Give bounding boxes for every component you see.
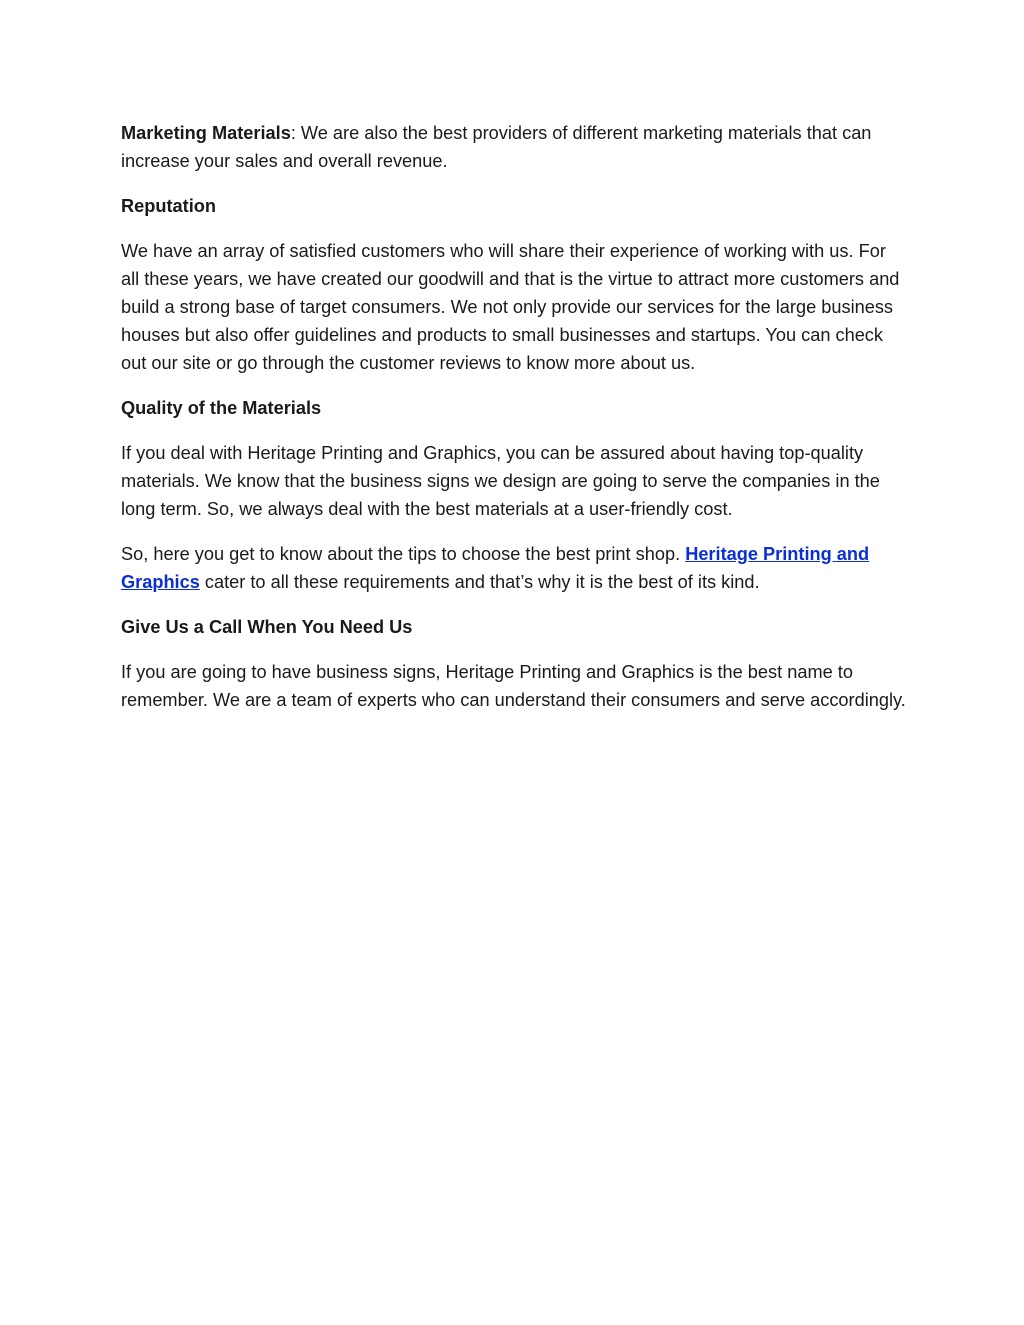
call-heading: Give Us a Call When You Need Us bbox=[121, 617, 413, 637]
marketing-text: : We are also the best providers of different marketing materials that can increase your sales and overall revenue. bbox=[121, 123, 872, 171]
quality-heading: Quality of the Materials bbox=[121, 398, 322, 418]
marketing-lead: Marketing Materials bbox=[121, 123, 291, 143]
document-page bbox=[121, 119, 906, 731]
marketing-paragraph bbox=[121, 119, 906, 175]
tips-text-after: cater to all these requirements and that’s why it is the best of its kind. bbox=[199, 572, 760, 592]
heritage-printing-link[interactable]: Heritage Printing and Graphics bbox=[121, 544, 870, 592]
reputation-heading: Reputation bbox=[121, 196, 216, 216]
reputation-paragraph: We have an array of satisfied customers who will share their experience of working with us. For all these years, we have created our goodwill and that is the virtue to attract more customers and build a strong base of target consumers. We not only provide our services for the large business houses but also offer guidelines and products to small businesses and startups. You can check out our site or go through the customer reviews to know more about us. bbox=[121, 241, 900, 373]
quality-paragraph: If you deal with Heritage Printing and Graphics, you can be assured about having top-quality materials. We know that the business signs we design are going to serve the companies in the long term. So, we always deal with the best materials at a user-friendly cost. bbox=[121, 443, 880, 519]
call-paragraph: If you are going to have business signs, Heritage Printing and Graphics is the best name to remember. We are a team of experts who can understand their consumers and serve accordingly. bbox=[121, 662, 906, 710]
tips-paragraph bbox=[121, 540, 906, 596]
tips-text-before: So, here you get to know about the tips to choose the best print shop. bbox=[121, 544, 686, 564]
